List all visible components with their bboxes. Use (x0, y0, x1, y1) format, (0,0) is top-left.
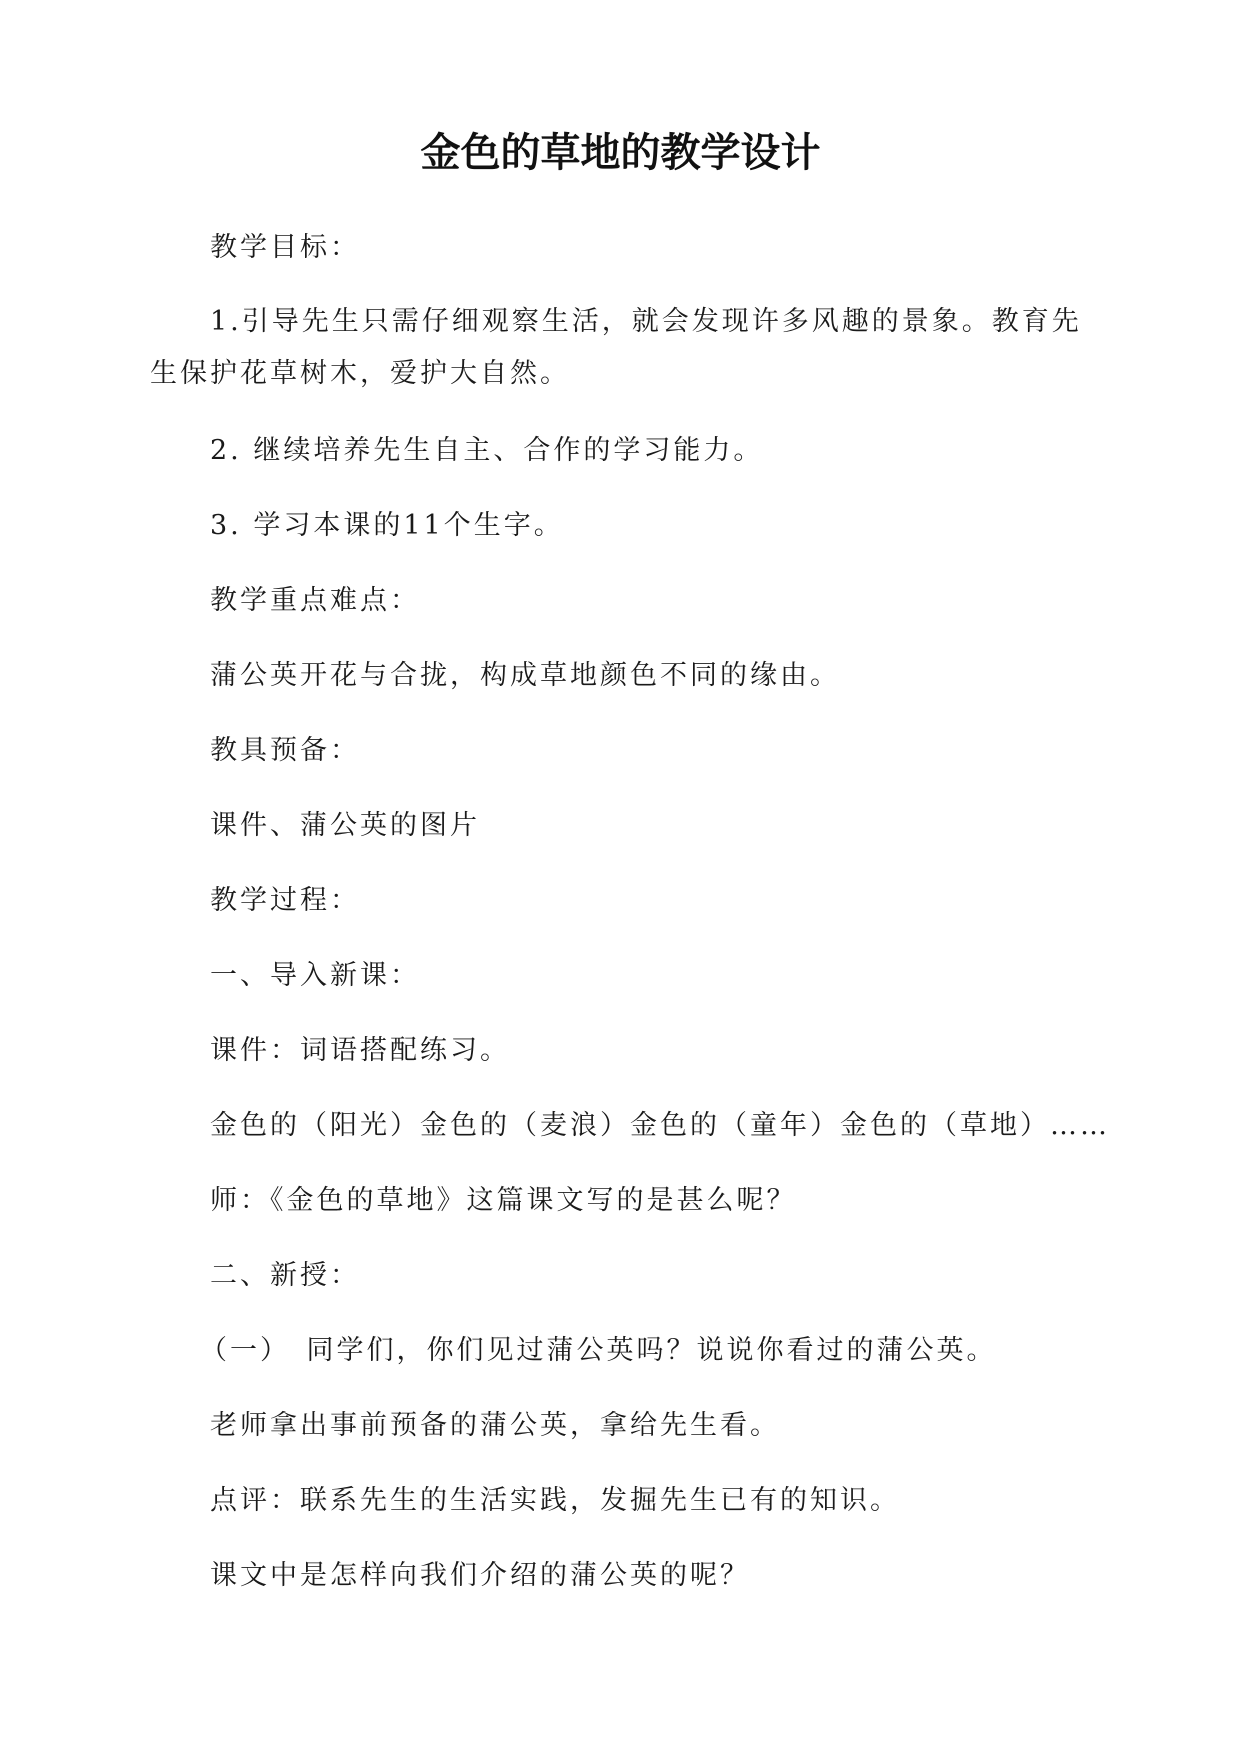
section-heading-materials: 教具预备： (210, 735, 360, 766)
comment-text: 点评：联系先生的生活实践，发掘先生已有的知识。 (210, 1485, 900, 1516)
section-heading-process: 教学过程： (210, 885, 360, 916)
materials-text: 课件、蒲公英的图片 (210, 810, 480, 841)
courseware-exercise: 课件：词语搭配练习。 (210, 1035, 510, 1066)
teacher-question: 师：《金色的草地》这篇课文写的是甚么呢？ (210, 1185, 797, 1216)
document-title: 金色的草地的教学设计 (420, 130, 821, 176)
teacher-shows-dandelion: 老师拿出事前预备的蒲公英，拿给先生看。 (210, 1410, 780, 1441)
new-lesson-part-1: （一） 同学们，你们见过蒲公英吗？说说你看过的蒲公英。 (200, 1335, 997, 1366)
step-heading-new-lesson: 二、新授： (210, 1260, 360, 1291)
section-heading-key-points: 教学重点难点： (210, 585, 420, 616)
key-points-text: 蒲公英开花与合拢，构成草地颜色不同的缘由。 (210, 660, 840, 691)
objective-2: 2. 继续培养先生自主、合作的学习能力。 (210, 435, 764, 466)
step-heading-intro: 一、导入新课： (210, 960, 420, 991)
objective-1: 1.引导先生只需仔细观察生活，就会发现许多风趣的景象。教育先生保护花草树木，爱护大自然。 (150, 306, 1082, 389)
objective-3: 3. 学习本课的11个生字。 (210, 510, 564, 541)
section-heading-objectives: 教学目标： (210, 232, 360, 263)
word-matching-examples: 金色的（阳光）金色的（麦浪）金色的（童年）金色的（草地）…… (210, 1110, 1110, 1141)
text-question: 课文中是怎样向我们介绍的蒲公英的呢？ (210, 1560, 750, 1591)
